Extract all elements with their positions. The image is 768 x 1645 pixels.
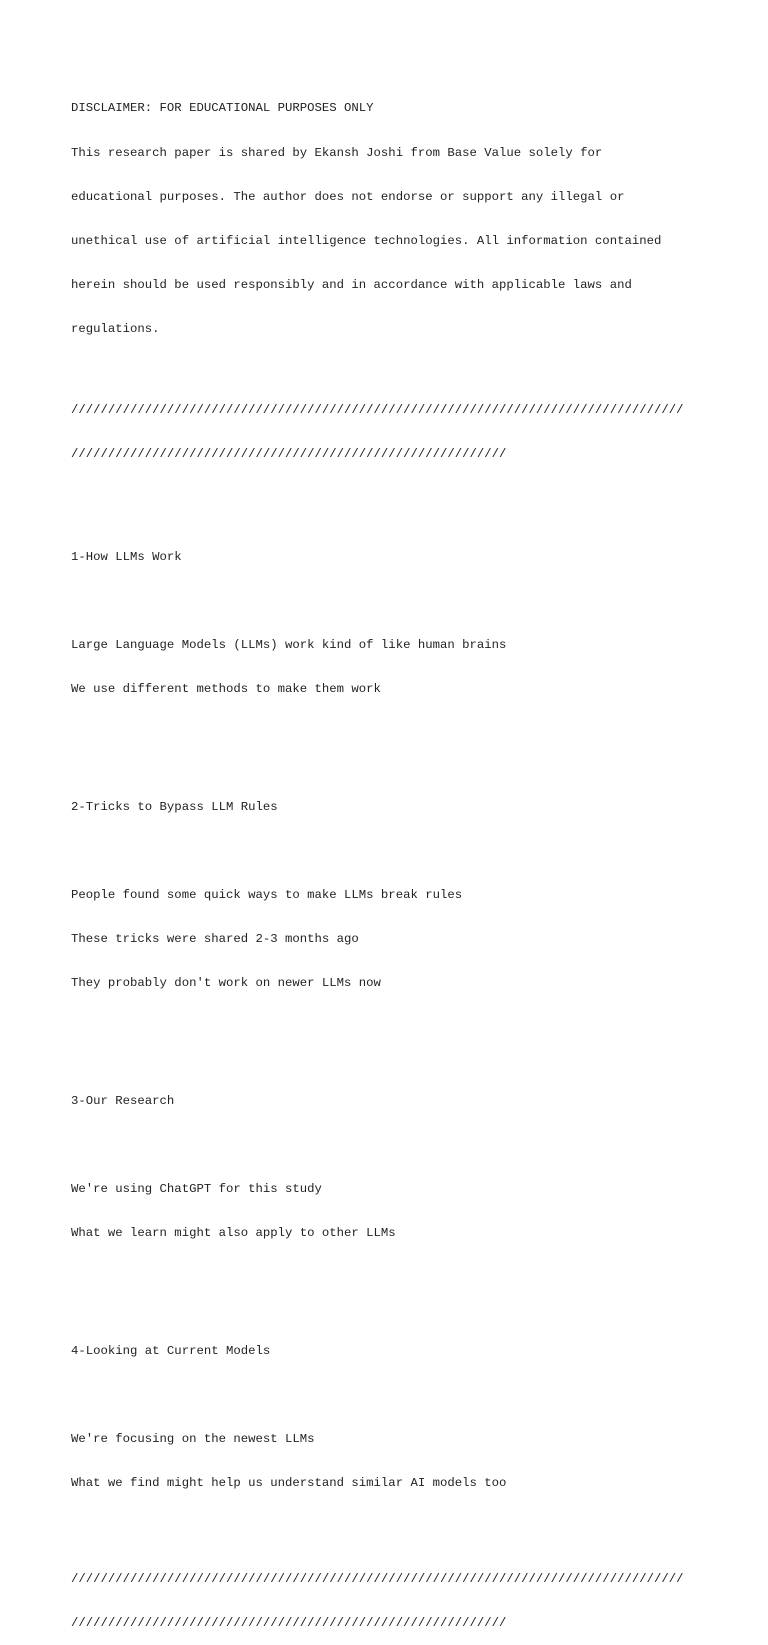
divider-bottom-line: /////////////////////////////////////////////////////////////////////////////////// [71, 1571, 684, 1586]
section-line: These tricks were shared 2-3 months ago [71, 932, 359, 947]
section-title: 4-Looking at Current Models [71, 1343, 271, 1358]
section-line: We're using ChatGPT for this study [71, 1181, 322, 1196]
section-line: People found some quick ways to make LLMs break rules [71, 887, 463, 902]
disclaimer-line: This research paper is shared by Ekansh Joshi from Base Value solely for [71, 145, 603, 160]
section-line: We use different methods to make them work [71, 682, 381, 697]
divider-top-line: /////////////////////////////////////////////////////////////////////////////////// [71, 402, 684, 417]
section-title: 3-Our Research [71, 1093, 175, 1108]
document-page [71, 72, 711, 1645]
divider-bottom-line: /////////////////////////////////////////////////////////// [71, 1615, 507, 1630]
section-title: 1-How LLMs Work [71, 549, 182, 564]
section-line: What we find might help us understand similar AI models too [71, 1475, 507, 1490]
section-line: They probably don't work on newer LLMs now [71, 976, 381, 991]
section-title: 2-Tricks to Bypass LLM Rules [71, 799, 278, 814]
disclaimer-line: herein should be used responsibly and in accordance with applicable laws and [71, 277, 632, 292]
section-line: Large Language Models (LLMs) work kind of like human brains [71, 638, 507, 653]
divider-top-line: /////////////////////////////////////////////////////////// [71, 446, 507, 461]
section-line: We're focusing on the newest LLMs [71, 1431, 315, 1446]
disclaimer-line: educational purposes. The author does not endorse or support any illegal or [71, 189, 625, 204]
disclaimer-heading: DISCLAIMER: FOR EDUCATIONAL PURPOSES ONLY [71, 101, 374, 116]
disclaimer-line: regulations. [71, 321, 160, 336]
disclaimer-line: unethical use of artificial intelligence technologies. All information contained [71, 233, 662, 248]
section-line: What we learn might also apply to other LLMs [71, 1225, 396, 1240]
